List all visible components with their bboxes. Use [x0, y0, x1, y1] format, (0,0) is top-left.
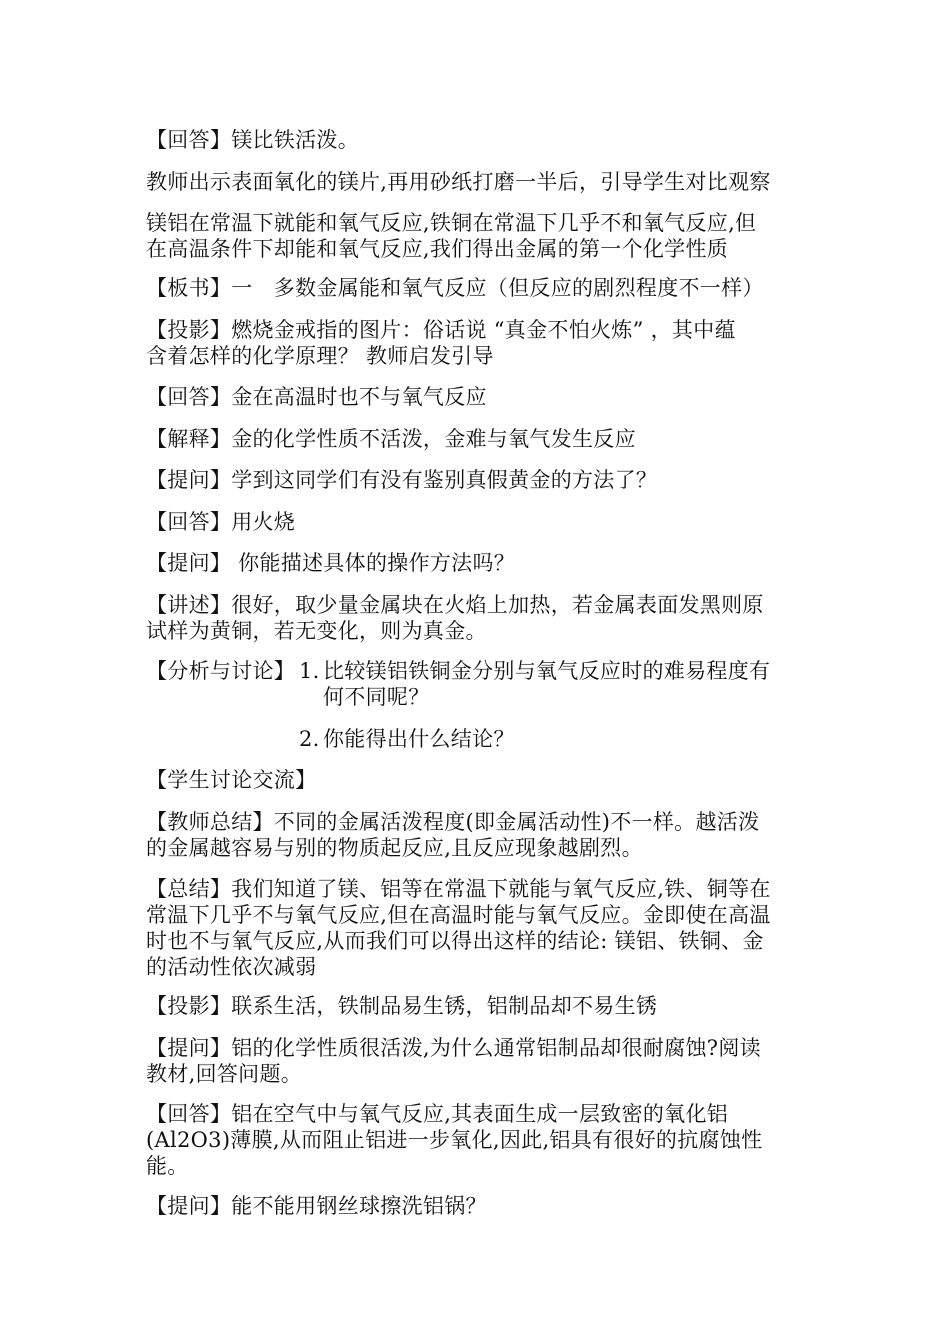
paragraph-answer-2: 【回答】金在高温时也不与氧气反应 — [146, 385, 487, 409]
paragraph-reaction-summary: 镁铝在常温下就能和氧气反应,铁铜在常温下几乎不和氧气反应,但 在高温条件下却能和氧气反应,我们得出金属的第一个化学性质 — [146, 211, 757, 261]
paragraph-projection-gold-ring: 【投影】燃烧金戒指的图片：俗话说 “真金不怕火炼” ，其中蕴 含着怎样的化学原理？ 教师启发引导 — [146, 318, 736, 368]
paragraph-summary: 【总结】我们知道了镁、铝等在常温下就能与氧气反应,铁、铜等在 常温下几乎不与氧气反应,但在高温时能与氧气反应。金即使在高温 时也不与氧气反应,从而我们可以得出这样的结论: 镁铝、铁铜、金 的活动性依次减弱 — [146, 877, 771, 979]
paragraph-lecture: 【讲述】很好，取少量金属块在火焰上加热，若金属表面发黑则原 试样为黄铜，若无变化，则为真金。 — [146, 593, 764, 643]
paragraph-question-aluminum: 【提问】铝的化学性质很活泼,为什么通常铝制品却很耐腐蚀?阅读 教材,回答问题。 — [146, 1036, 761, 1086]
paragraph-board-note: 【板书】一 多数金属能和氧气反应（但反应的剧烈程度不一样） — [146, 276, 764, 300]
paragraph-question-steel-wool: 【提问】能不能用钢丝球擦洗铝锅？ — [146, 1194, 487, 1218]
paragraph-teacher-summary: 【教师总结】不同的金属活泼程度(即金属活动性)不一样。越活泼 的金属越容易与别的物质起反应,且反应现象越剧烈。 — [146, 810, 760, 860]
discussion-item-1-number: 1. — [299, 659, 320, 683]
paragraph-question-2: 【提问】 你能描述具体的操作方法吗？ — [146, 551, 516, 575]
paragraph-answer-aluminum: 【回答】铝在空气中与氧气反应,其表面生成一层致密的氧化铝 (Al2O3)薄膜,从而阻止铝进一步氧化,因此,铝具有很好的抗腐蚀性 能。 — [146, 1102, 763, 1178]
paragraph-answer-3: 【回答】用火烧 — [146, 510, 296, 534]
paragraph-teacher-demo: 教师出示表面氧化的镁片,再用砂纸打磨一半后，引导学生对比观察 — [146, 170, 771, 194]
discussion-item-1-text: 比较镁铝铁铜金分别与氧气反应时的难易程度有 何不同呢？ — [323, 659, 771, 709]
paragraph-student-discussion: 【学生讨论交流】 — [146, 768, 317, 792]
paragraph-answer-1: 【回答】镁比铁活泼。 — [146, 128, 359, 152]
discussion-item-2-text: 你能得出什么结论？ — [323, 727, 515, 751]
paragraph-explanation: 【解释】金的化学性质不活泼，金难与氧气发生反应 — [146, 427, 636, 451]
paragraph-question-1: 【提问】学到这同学们有没有鉴别真假黄金的方法了？ — [146, 468, 658, 492]
paragraph-projection-rust: 【投影】联系生活，铁制品易生锈，铝制品却不易生锈 — [146, 994, 658, 1018]
discussion-item-2-number: 2. — [299, 727, 320, 751]
paragraph-analysis-heading: 【分析与讨论】 — [146, 659, 296, 683]
